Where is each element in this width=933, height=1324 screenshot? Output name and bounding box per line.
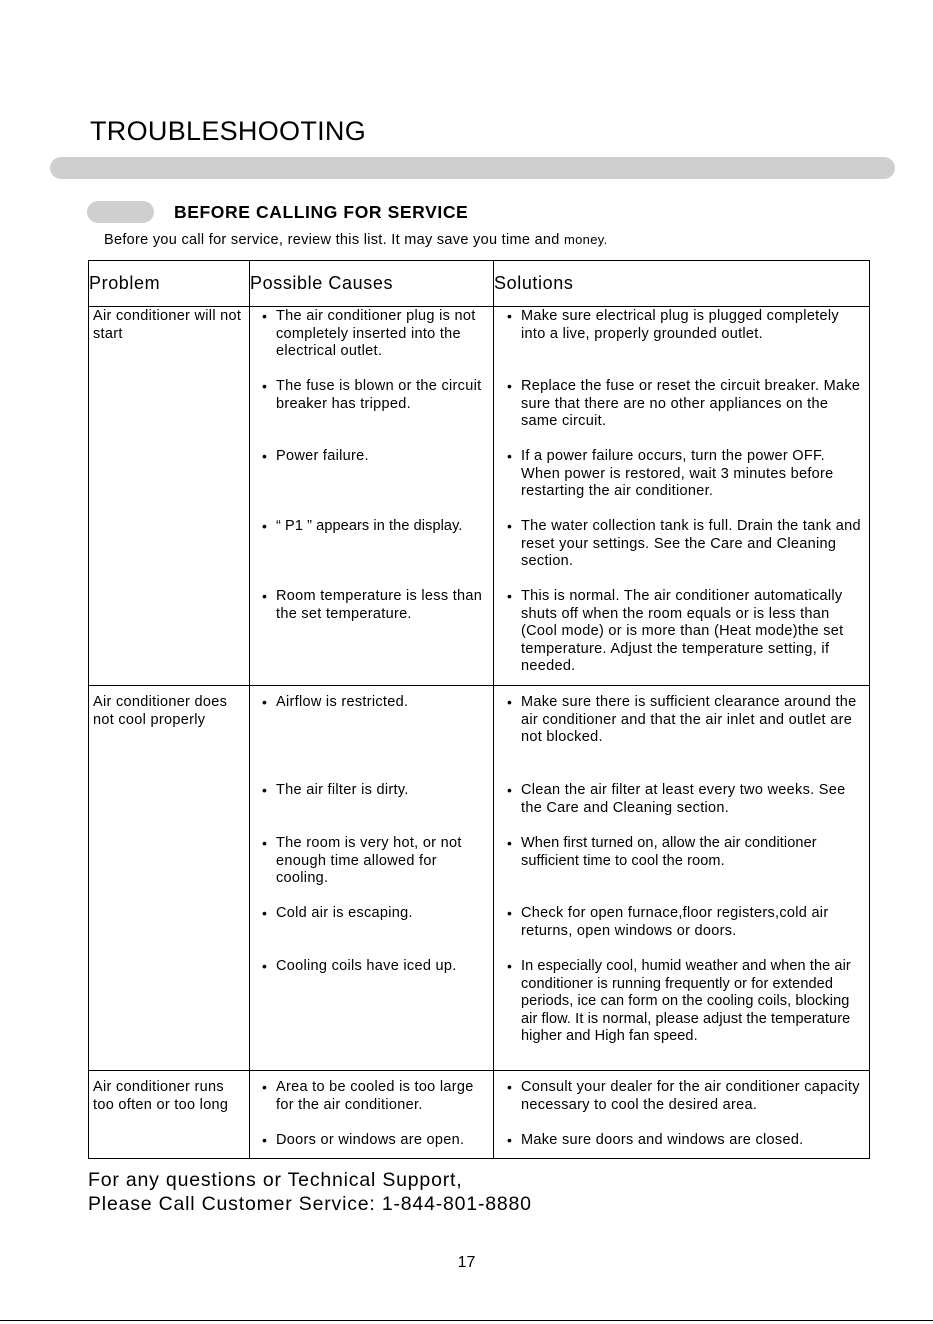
cause-text: The room is very hot, or not enough time allowed for cooling. [276,835,462,886]
list-item [250,835,493,905]
list-item [494,694,869,782]
list-item [250,958,493,976]
title-decorative-bar [50,157,895,179]
list-item [250,1079,493,1132]
solution-text: Make sure there is sufficient clearance around the air conditioner and that the air inlet and outlet are not blocked. [521,694,857,745]
list-item [250,905,493,958]
bullet: • [507,835,513,851]
problem-text: Air conditioner will not start [93,308,242,342]
problem-cell [89,307,250,686]
solutions-cell [494,686,870,1071]
list-item [494,308,869,378]
list-item [250,448,493,518]
bullet: • [507,308,513,324]
solutions-cell [494,307,870,686]
bullet: • [507,588,513,604]
section-pill-decoration [87,201,154,223]
cause-text: Cooling coils have iced up. [276,958,457,974]
solution-text: If a power failure occurs, turn the power OFF. When power is restored, wait 3 minutes before restarting the air conditioner. [521,448,834,499]
table-row [89,1071,870,1159]
solution-text: Clean the air filter at least every two weeks. See the Care and Cleaning section. [521,782,846,816]
header-problem: Problem [89,261,250,307]
list-item [494,518,869,588]
cause-text: Area to be cooled is too large for the air conditioner. [276,1079,474,1113]
solution-text: Check for open furnace,floor registers,cold air returns, open windows or doors. [521,905,829,939]
cause-text: The air conditioner plug is not completely inserted into the electrical outlet. [276,308,476,359]
table-row [89,686,870,1071]
cause-text: “ P1 ” appears in the display. [276,518,463,534]
section-title: BEFORE CALLING FOR SERVICE [174,202,469,222]
solution-text: Make sure doors and windows are closed. [521,1132,804,1148]
solution-text: When first turned on, allow the air conditioner sufficient time to cool the room. [521,835,817,869]
cause-text: Cold air is escaping. [276,905,413,921]
footer-line-2: Please Call Customer Service: 1-844-801-8880 [88,1193,532,1215]
table-header-row [89,261,870,307]
list-item [250,1132,493,1150]
solution-text: This is normal. The air conditioner automatically shuts off when the room equals or is less than (Cool mode) or is more than (Heat mode)the set temperature. Adjust the temperature setting, if needed. [521,588,844,674]
bullet: • [507,905,513,921]
header-possible-causes: Possible Causes [250,261,494,307]
list-item [250,378,493,448]
cause-text: The fuse is blown or the circuit breaker has tripped. [276,378,482,412]
bottom-divider [0,1320,933,1321]
page-title: TROUBLESHOOTING [90,116,367,146]
cause-text: Doors or windows are open. [276,1132,465,1148]
list-item [250,308,493,378]
solutions-cell [494,1071,870,1159]
solution-text: Make sure electrical plug is plugged completely into a live, properly grounded outlet. [521,308,839,342]
causes-cell [250,1071,494,1159]
solution-text: Consult your dealer for the air conditioner capacity necessary to cool the desired area. [521,1079,860,1113]
list-item [494,782,869,835]
bullet: • [262,1132,268,1148]
causes-cell [250,307,494,686]
problem-text: Air conditioner does not cool properly [93,694,228,728]
footer-line-1: For any questions or Technical Support, [88,1169,463,1191]
bullet: • [262,1079,268,1095]
troubleshooting-table [88,260,870,1159]
bullet: • [262,518,268,534]
bullet: • [507,1079,513,1095]
bullet: • [262,588,268,604]
intro-end: money. [564,232,608,247]
solution-text: Replace the fuse or reset the circuit breaker. Make sure that there are no other appliances on the same circuit. [521,378,861,429]
list-item [494,1079,869,1132]
page-number: 17 [457,1254,476,1271]
list-item [494,588,869,676]
bullet: • [262,958,268,974]
header-solutions: Solutions [494,261,870,307]
bullet: • [262,905,268,921]
list-item [494,1132,869,1150]
causes-cell [250,686,494,1071]
bullet: • [262,694,268,710]
list-item [494,958,869,1046]
bullet: • [507,694,513,710]
bullet: • [507,518,513,534]
list-item [494,378,869,448]
list-item [250,782,493,835]
list-item [250,694,493,782]
intro-text [104,232,607,248]
bullet: • [262,308,268,324]
list-item [494,905,869,958]
table-row [89,307,870,686]
bullet: • [262,835,268,851]
list-item [494,835,869,905]
list-item [250,588,493,623]
bullet: • [262,782,268,798]
intro-main: Before you call for service, review this list. It may save you time and [104,232,560,248]
bullet: • [262,448,268,464]
list-item [494,448,869,518]
solution-text: In especially cool, humid weather and when the air conditioner is running frequently or for extended periods, ice can form on the cooling coils, blocking air flow. It is normal, please adjust the temperature higher and High fan speed. [521,958,851,1044]
problem-text: Air conditioner runs too often or too long [93,1079,229,1113]
bullet: • [507,448,513,464]
bullet: • [262,378,268,394]
bullet: • [507,782,513,798]
solution-text: The water collection tank is full. Drain the tank and reset your settings. See the Care and Cleaning section. [521,518,861,569]
bullet: • [507,958,513,974]
problem-cell [89,686,250,1071]
problem-cell [89,1071,250,1159]
cause-text: Airflow is restricted. [276,694,409,710]
list-item [250,518,493,588]
cause-text: Room temperature is less than the set temperature. [276,588,483,622]
bullet: • [507,1132,513,1148]
bullet: • [507,378,513,394]
support-footer [88,1168,532,1216]
cause-text: Power failure. [276,448,369,464]
cause-text: The air filter is dirty. [276,782,409,798]
